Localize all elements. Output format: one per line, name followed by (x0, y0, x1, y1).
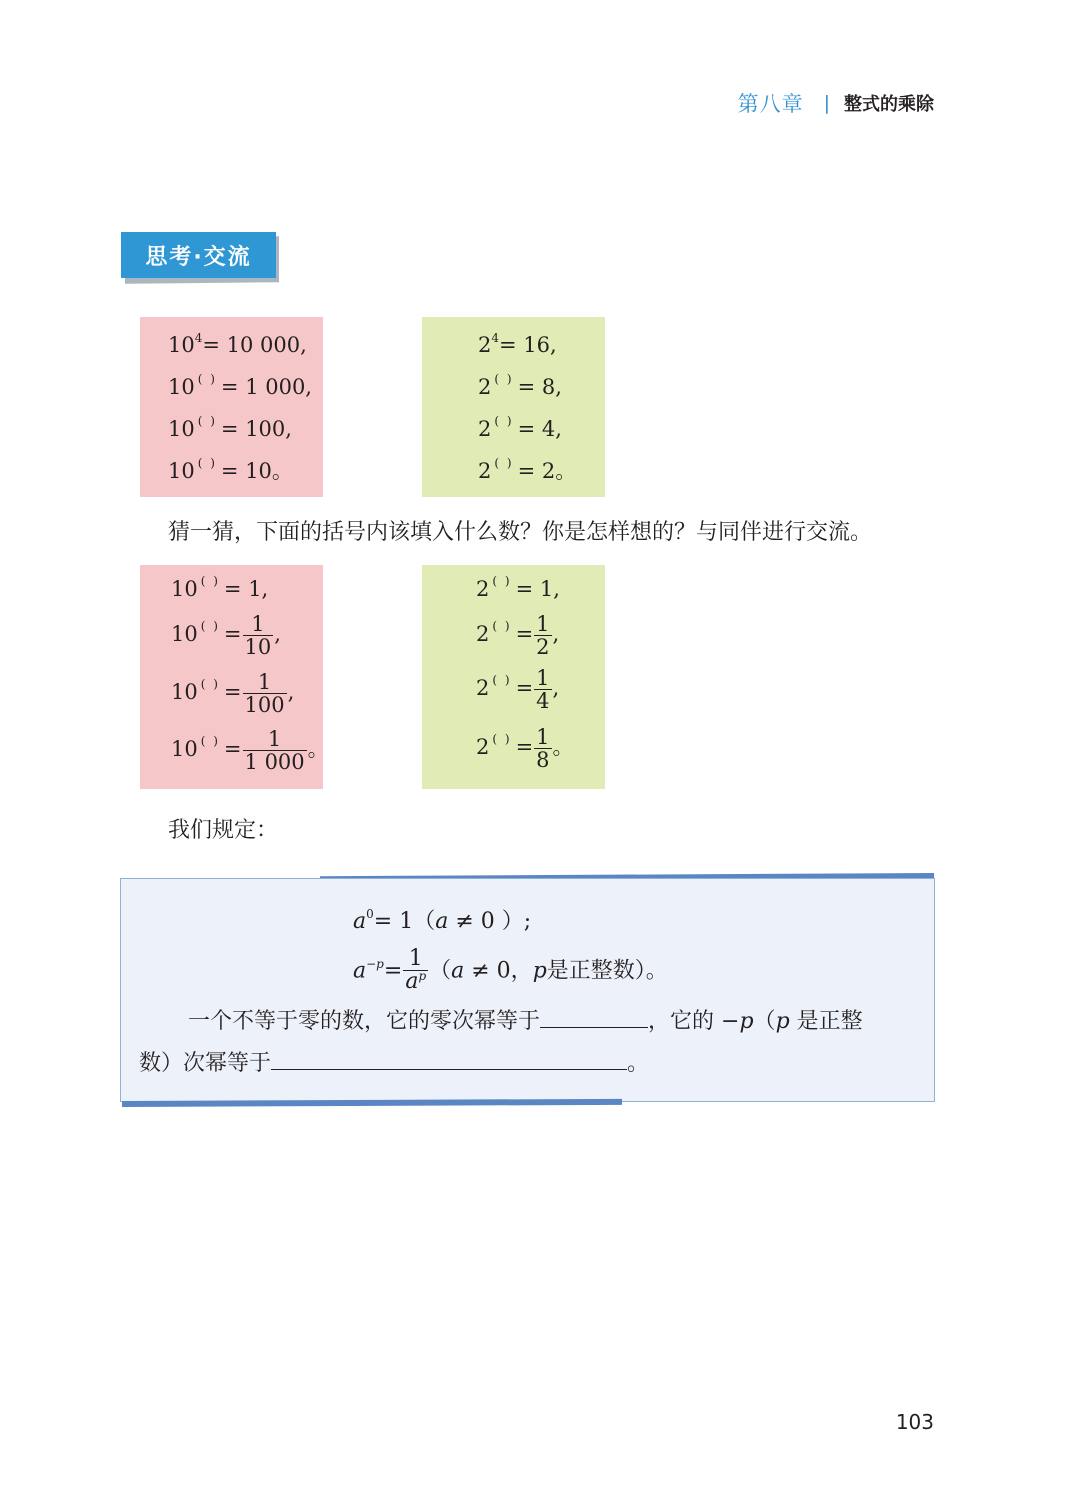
result: = 10 000, (202, 333, 307, 357)
var-p: p (775, 1009, 790, 1034)
chapter-title: 整式的乘除 (844, 94, 934, 115)
exponent-blank: ( ) (200, 734, 220, 748)
var-p: p (739, 1009, 754, 1034)
condition-text: ≠ 0， (464, 958, 533, 984)
equation-row (476, 613, 559, 658)
formula-text: = 1（ (373, 909, 436, 934)
exponent-blank: ( ) (492, 619, 512, 633)
punctuation: , (287, 680, 295, 704)
running-header (738, 88, 934, 118)
condition-text: ≠ 0 ）; (448, 909, 532, 934)
result: = 1, (223, 577, 269, 601)
exponent-blank: ( ) (197, 414, 217, 428)
base: 10 (168, 459, 195, 483)
exponent-blank: ( ) (200, 677, 220, 691)
var-p: p (532, 958, 547, 984)
discussion-prompt: 猜一猜，下面的括号内该填入什么数？你是怎样想的？与同伴进行交流。 (168, 520, 873, 545)
exponent: −p (366, 956, 384, 971)
numerator: 1 (536, 612, 550, 636)
exponent: p (418, 969, 427, 983)
equation-row (168, 457, 293, 488)
numerator: 1 (243, 671, 287, 694)
page-number: 103 (895, 1410, 934, 1434)
rule-intro: 我们规定： (168, 818, 279, 843)
result: = 1 000, (220, 375, 312, 399)
numerator: 1 (536, 725, 550, 749)
fill-in-line-1 (188, 1003, 863, 1037)
base: 10 (168, 417, 195, 441)
result: = 2。 (517, 459, 577, 483)
exponent: 0 (366, 907, 374, 921)
base: 2 (476, 577, 490, 601)
equals-sign: = (223, 680, 242, 704)
denominator: 4 (536, 689, 550, 713)
fraction (243, 613, 274, 658)
exponent: 4 (194, 331, 203, 345)
result: = 1, (515, 577, 560, 601)
equals-sign: = (515, 735, 534, 759)
exponent: 4 (491, 331, 500, 345)
var-a: a (405, 969, 419, 994)
fill-in-line-2 (139, 1045, 649, 1079)
chapter-label: 第八章 (737, 92, 804, 116)
fraction (534, 613, 551, 658)
section-tag (121, 232, 276, 278)
header-separator: | (823, 92, 830, 114)
base: 10 (171, 622, 198, 646)
var-a: a (451, 958, 465, 984)
negative-exponent-formula (353, 948, 668, 995)
equation-row (476, 575, 560, 606)
denominator: 100 (244, 693, 285, 717)
fraction (534, 726, 551, 771)
sentence-text: （ (753, 1009, 776, 1034)
punctuation: , (552, 676, 560, 700)
numerator: 1 (243, 728, 307, 751)
equation-row (476, 726, 574, 771)
exponent-blank: ( ) (492, 574, 512, 588)
fraction (243, 728, 307, 773)
base: 2 (478, 459, 492, 483)
exponent-blank: ( ) (494, 372, 514, 386)
fraction (243, 671, 287, 716)
fraction (534, 667, 551, 712)
equals-sign: = (383, 958, 403, 984)
equation-row (168, 373, 312, 404)
punctuation: 。 (552, 735, 574, 759)
equation-row (478, 415, 562, 446)
exponent-blank: ( ) (197, 372, 217, 386)
definition-bottom-bar (122, 1099, 622, 1107)
var-a: a (353, 909, 367, 934)
result: = 100, (220, 417, 292, 441)
equation-row (478, 331, 557, 362)
equation-row (478, 457, 576, 488)
denominator: 2 (536, 635, 550, 659)
exponent-blank: ( ) (492, 673, 512, 687)
result: = 8, (517, 375, 562, 399)
equation-row (171, 671, 294, 716)
sentence-text: 是正整 (789, 1009, 863, 1034)
condition-text: 是正整数）。 (546, 958, 668, 984)
base: 10 (168, 375, 195, 399)
powers-of-two-box (422, 317, 605, 497)
equals-sign: = (515, 676, 534, 700)
denominator: 8 (536, 748, 550, 772)
answer-blank-zero-power[interactable] (540, 1003, 648, 1028)
equation-row (171, 613, 281, 658)
var-a: a (435, 909, 449, 934)
section-tag-label: 思考·交流 (121, 232, 276, 278)
base: 10 (171, 577, 198, 601)
denominator: 1 000 (244, 750, 305, 774)
sentence-text: ，它的 − (648, 1009, 740, 1034)
equals-sign: = (223, 622, 242, 646)
result: = 4, (517, 417, 562, 441)
equation-row (171, 728, 329, 773)
numerator: 1 (403, 948, 428, 971)
equals-sign: = (223, 737, 242, 761)
denominator: 10 (244, 635, 272, 659)
base: 2 (476, 676, 490, 700)
base: 10 (171, 680, 198, 704)
base: 2 (478, 375, 492, 399)
sentence-text: 一个不等于零的数，它的零次幂等于 (188, 1009, 541, 1034)
exponent-blank: ( ) (492, 732, 512, 746)
punctuation: 。 (307, 737, 329, 761)
equation-row (171, 575, 268, 606)
base: 10 (168, 333, 195, 357)
punctuation: , (552, 622, 560, 646)
negative-powers-of-ten-box (140, 565, 329, 789)
paren: （ (429, 958, 452, 984)
base: 2 (476, 622, 490, 646)
equation-row (168, 415, 292, 446)
base: 2 (478, 333, 492, 357)
base: 2 (476, 735, 490, 759)
definition-box (120, 878, 935, 1102)
base: 2 (478, 417, 492, 441)
result: = 16, (499, 333, 557, 357)
equation-row (478, 373, 562, 404)
sentence-text: 数）次幂等于 (139, 1051, 272, 1076)
exponent-blank: ( ) (200, 619, 220, 633)
exponent-blank: ( ) (494, 414, 514, 428)
answer-blank-negative-power[interactable] (271, 1045, 627, 1070)
result: = 10。 (220, 459, 293, 483)
punctuation: 。 (627, 1051, 650, 1076)
base: 10 (171, 737, 198, 761)
exponent-blank: ( ) (200, 574, 220, 588)
exponent-blank: ( ) (494, 456, 514, 470)
equation-row (168, 331, 307, 362)
equation-row (476, 667, 559, 712)
numerator: 1 (536, 666, 550, 690)
var-a: a (353, 958, 367, 984)
powers-of-ten-box (140, 317, 323, 497)
fraction (403, 948, 428, 995)
punctuation: , (274, 622, 281, 646)
exponent-blank: ( ) (197, 456, 217, 470)
negative-powers-of-two-box (422, 565, 605, 789)
equals-sign: = (515, 622, 534, 646)
denominator (403, 971, 428, 995)
zero-exponent-formula (353, 907, 531, 939)
numerator: 1 (243, 613, 274, 636)
